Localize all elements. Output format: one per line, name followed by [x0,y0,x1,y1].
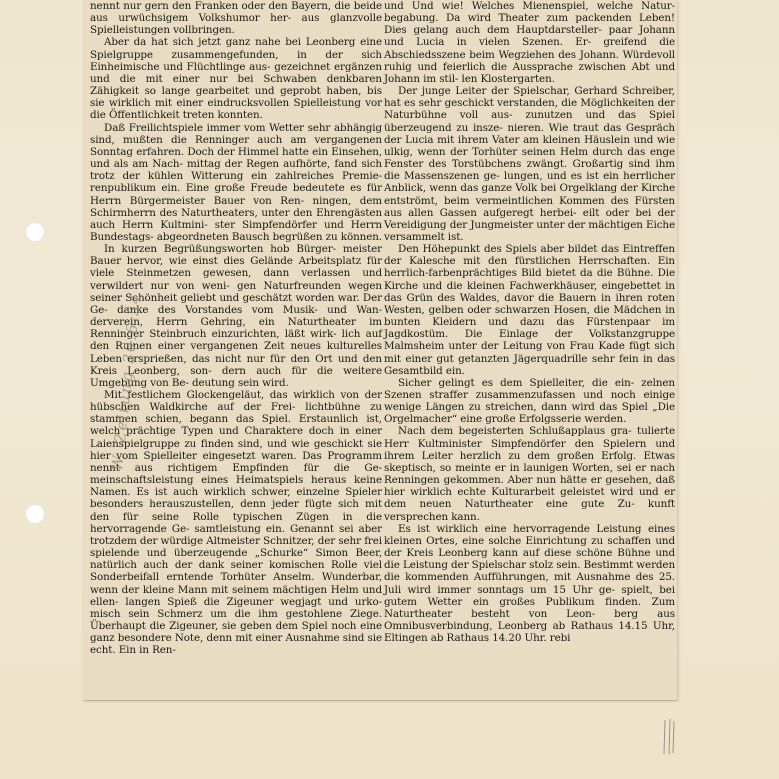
punch-hole-bottom [25,504,45,524]
paragraph: Aber da hat sich jetzt ganz nahe bei Leonberg eine Spielgruppe zusammengefunden, in der sich Einheimische und Flüchtlinge aus- gezeichnet ergänzen und die mit einer nur bei Schwaben denkbaren Zähigkeit so lange gearbeitet und geprobt haben, bis sie wirklich mit einer eindrucksvollen Spielleistung vor die Öffentlichkeit treten konnten. [90,36,382,122]
paragraph: In kurzen Begrüßungsworten hob Bürger- meister Bauer hervor, wie einst dies Gelände Arbeitsplatz für viele Steinmetzen gewesen, dann verlassen und verwildert nur von weni- gen Naturfreunden wegen seiner Schönheit geliebt und geschätzt worden war. Der Ge- danke des Vorstandes vom Musik- und Wan- derverein, Herrn Gehring, ein Naturtheater im Renninger Steinbruch einzurichten, läßt wirk- lich auf den Ruinen einer vergangenen Zeit neues kulturelles Leben ersprießen, das nicht nur für den Ort und den Kreis Leonberg, son- dern auch für die weitere Umgebung von Be- deutung sein wird. [90,243,382,389]
paragraph: Sicher gelingt es dem Spielleiter, die ein- zelnen Szenen straffer zusammenzufassen und noch einige wenige Längen zu streichen, dann wird das Spiel „Die Orgelmacher“ eine große Erfolgsserie werden. [384,376,675,426]
paragraph: nennt nur gern den Franken oder den Bayern, die beide aus urwüchsigem Volkshumor her- aus glanzvolle Spielleistungen vollbringen. [90,0,382,37]
paragraph: Den Höhepunkt des Spiels aber bildet das Eintreffen der Kalesche mit den fürstlichen Herrschaften. Ein herrlich-farbenprächtiges Bild bietet da die Bühne. Die Kirche und die kleinen Fachwerkhäuser, eingebettet in das Grün des Waldes, davor die Bauern in ihren roten Westen, gelben oder schwarzen Hosen, die Mädchen in bunten Kleidern und dazu das Fürstenpaar im Jagdkostüm. Die Einlage der Volkstanzgruppe Malmsheim unter der Leitung von Frau Kade fügt sich mit einer gut getanzten Jägerquadrille sehr fein in das Gesamtbild ein. [384,243,675,377]
paragraph: und Und wie! Welches Mienenspiel, welche Natur- begabung. Da wird Theater zum packenden Leben! Dies gelang auch dem Hauptdarsteller- paar Johann und Lucia in vielen Szenen. Er- greifend die Abschiedsszene beim Wegziehen des Johann. Würdevoll ruhig und feierlich die Aussprache zwischen Abt und Johann im stil- len Klostergarten. [384,0,675,85]
article-column-right [384,0,675,644]
punch-hole-top [25,222,45,242]
paragraph: Der junge Leiter der Spielschar, Gerhard Schreiber, hat es sehr geschickt verstanden, die Möglichkeiten der Naturbühne voll aus- zunutzen und das Spiel überzeugend zu insze- nieren. Wie traut das Gespräch der Lucia mit ihrem Vater am kleinen Häuslein und wie ulkig, wenn der Torhüter seinen Helm durch das enge Fenster des Torstübchens zwängt. Großartig sind ihm die Massenszenen ge- lungen, und es ist ein herrlicher Anblick, wenn das ganze Volk bei Orgelklang der Kirche entströmt, beim vermeintlichen Kommen des Fürsten aus allen Gassen aufgeregt herbei- eilt oder bei der Vereidigung der Jungmeister unter der mächtigen Eiche versammelt ist. [384,85,675,243]
pencil-mark-icon [662,718,676,756]
handwritten-annotation: W. Zeitung 30.6.54 [108,291,145,472]
paragraph: Daß Freilichtspiele immer vom Wetter sehr abhängig sind, mußten die Renninger auch am vergangenen Sonntag erfahren. Doch der Himmel hatte ein Einsehen, und als am Nach- mittag der Regen aufhörte, fand sich trotz der kühlen Witterung ein zahlreiches Premie- renpublikum ein. Eine große Freude bedeutete es für Herrn Bürgermeister Bauer von Ren- ningen, dem Schirmherrn des Naturtheaters, unter den Ehrengästen auch Herrn Kultmini- ster Simpfendörfer und Herrn Bundestags- abgeordneten Bausch begrüßen zu können. [90,121,382,243]
paragraph: Es ist wirklich eine hervorragende Leistung eines kleinen Ortes, eine solche Einrichtung zu schaffen und der Kreis Leonberg kann auf diese schöne Bühne und die Leistung der Spielschar stolz sein. Bestimmt werden die kommenden Aufführungen, mit Ausnahme des 25. Juli wird immer sonntags um 15 Uhr ge- spielt, bei gutem Wetter ein großes Publikum finden. Zum Naturtheater besteht von Leon- berg aus Omnibusverbindung, Leonberg ab Rathaus 14.15 Uhr, Eltingen ab Rathaus 14.20 Uhr. rebi [384,522,676,645]
paragraph: Mit festlichem Glockengeläut, das wirklich von der hübschen Waldkirche auf der Frei- lichtbühne zu stammen schien, begann das Spiel. Erstaunlich ist, welch prächtige Typen und Charaktere doch in einer Laienspielgruppe zu finden sind, und wie geschickt sie hier vom Spielleiter eingesetzt waren. Das Programm nennt aus richtigem Empfinden für die Ge- meinschaftsleistung eines Heimatspiels heraus keine Namen. Es ist auch wirklich schwer, einzelne Spieler besonders herauszustellen, denn jeder fügte sich mit den für seine Rolle typischen Zügen in die hervorragende Ge- samtleistung ein. Genannt sei aber trotzdem der würdige Altmeister Schnitzer, der sehr frei spielende und überzeugende „Schurke“ Simon Beer, natürlich auch der dank seiner komischen Rolle viel Sonderbeifall erntende Torhüter Anselm. Wunderbar, wenn der kleine Mann mit seinem mächtigen Helm und ellen- langen Spieß die Zigeuner wegjagt und urko- misch sein Schmerz um die ihm gestohlene Ziege. Überhaupt die Zigeuner, sie geben dem Spiel noch eine ganz besondere Note, denn mit einer Ausnahme sind sie echt. Ein in Ren- [90,389,382,657]
paragraph: Nach dem begeisterten Schlußapplaus gra- tulierte Herr Kultminister Simpfendörfer den Spielern und ihrem Leiter herzlich zu dem großen Erfolg. Etwas skeptisch, so meinte er in launigen Worten, sei er nach Renningen gekommen. Aber nun hätte er gesehen, daß hier wirklich echte Kulturarbeit geleistet wird und er dem neuen Naturtheater eine gute Zu- kunft versprechen kann. [384,425,675,523]
clipping-edge [83,700,677,701]
